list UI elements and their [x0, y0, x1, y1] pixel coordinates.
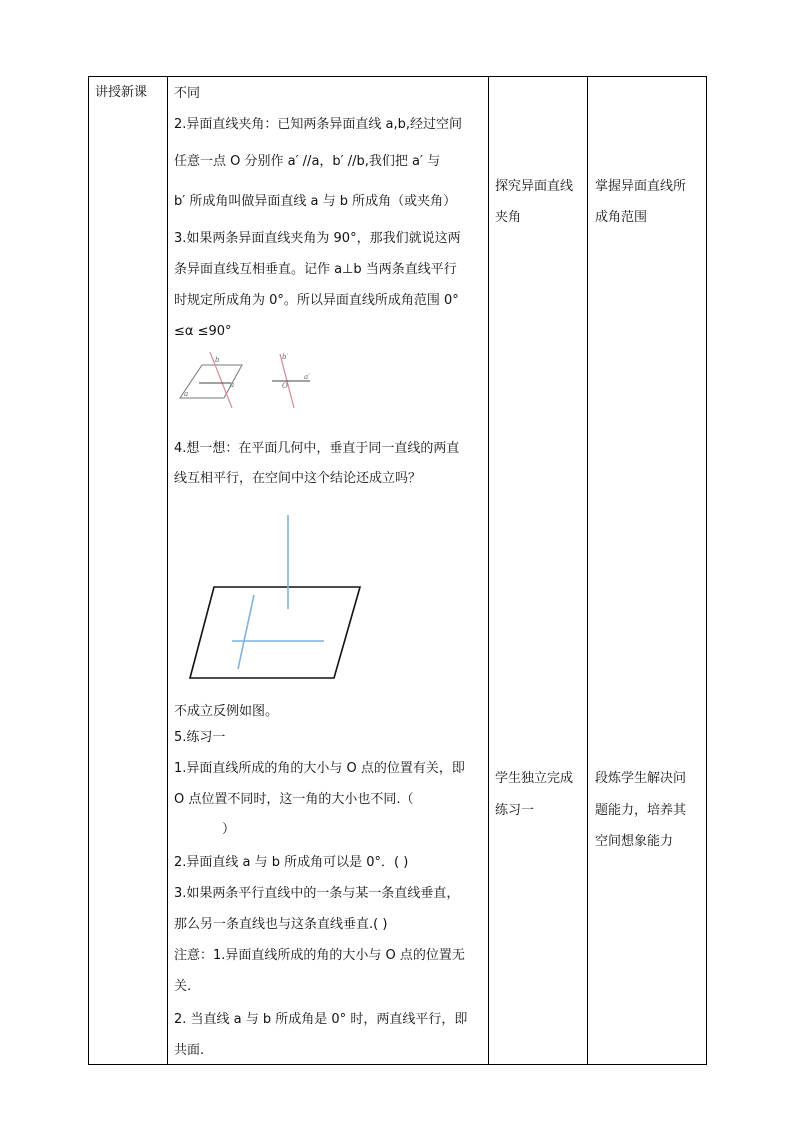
purpose-line: 掌握异面直线所: [595, 179, 687, 194]
content-line: 2.异面直线 a 与 b 所成角可以是 0°．( ): [174, 855, 409, 870]
activity-line: 练习一: [495, 803, 535, 818]
content-line: 线互相平行，在空间中这个结论还成立吗？: [174, 471, 422, 486]
content-line: 1.异面直线所成的角的大小与 O 点的位置有关，即: [174, 761, 465, 776]
content-line: 5.练习一: [174, 730, 226, 745]
label-b-prime: b′: [282, 353, 289, 361]
content-line: 那么另一条直线也与这条直线垂直.( ): [174, 917, 388, 932]
purpose-line: 题能力，培养其: [595, 803, 687, 818]
purpose-line: 空间想象能力: [595, 834, 674, 849]
table-divider-2: [488, 76, 489, 1065]
content-line: 不同: [174, 86, 201, 101]
translated-lines-figure: [268, 350, 328, 410]
content-line: 4.想一想：在平面几何中，垂直于同一直线的两直: [174, 441, 460, 456]
section-label: 讲授新课: [95, 85, 148, 100]
label-b: b: [215, 356, 220, 364]
content-line: 不成立反例如图。: [174, 704, 279, 719]
content-line: b′ 所成角叫做异面直线 a 与 b 所成角（或夹角）: [174, 194, 457, 209]
table-divider-3: [587, 76, 588, 1065]
counterexample-figure: [174, 505, 390, 695]
content-line: 3.如果两条异面直线夹角为 90°，那我们就说这两: [174, 231, 461, 246]
table-border-top: [88, 76, 707, 77]
content-line: 2. 当直线 a 与 b 所成角是 0° 时，两直线平行，即: [174, 1012, 468, 1027]
table-divider-1: [167, 76, 168, 1065]
purpose-line: 段炼学生解决问: [595, 771, 687, 786]
table-border-left: [88, 76, 89, 1065]
label-a-prime: a′: [304, 373, 310, 381]
content-line: 条异面直线互相垂直。记作 a⊥b 当两条直线平行: [174, 262, 457, 277]
content-line: 关.: [174, 979, 192, 994]
activity-line: 学生独立完成: [495, 771, 574, 786]
content-line: 共面.: [174, 1043, 205, 1058]
content-line: 时规定所成角为 0°。所以异面直线所成角范围 0°: [174, 293, 459, 308]
skew-lines-plane-figure: [174, 350, 244, 410]
content-line: 任意一点 O 分别作 a′ //a，b′ //b,我们把 a′ 与: [174, 154, 441, 169]
content-line: ）: [222, 822, 236, 837]
content-line: ≤α ≤90°: [174, 324, 232, 339]
table-border-right: [706, 76, 707, 1065]
content-line: 3.如果两条平行直线中的一条与某一条直线垂直，: [174, 886, 460, 901]
activity-line: 探究异面直线: [495, 179, 574, 194]
purpose-line: 成角范围: [595, 210, 648, 225]
content-line: O 点位置不同时，这一角的大小也不同.（: [174, 792, 414, 807]
label-o: O: [282, 382, 288, 390]
content-line: 注意：1.异面直线所成的角的大小与 O 点的位置无: [174, 948, 465, 963]
activity-line: 夹角: [495, 210, 522, 225]
label-a: a: [230, 381, 235, 389]
label-plane-a: a: [184, 390, 189, 398]
content-line: 2.异面直线夹角：已知两条异面直线 a,b,经过空间: [174, 117, 463, 132]
table-border-bottom: [88, 1064, 707, 1065]
